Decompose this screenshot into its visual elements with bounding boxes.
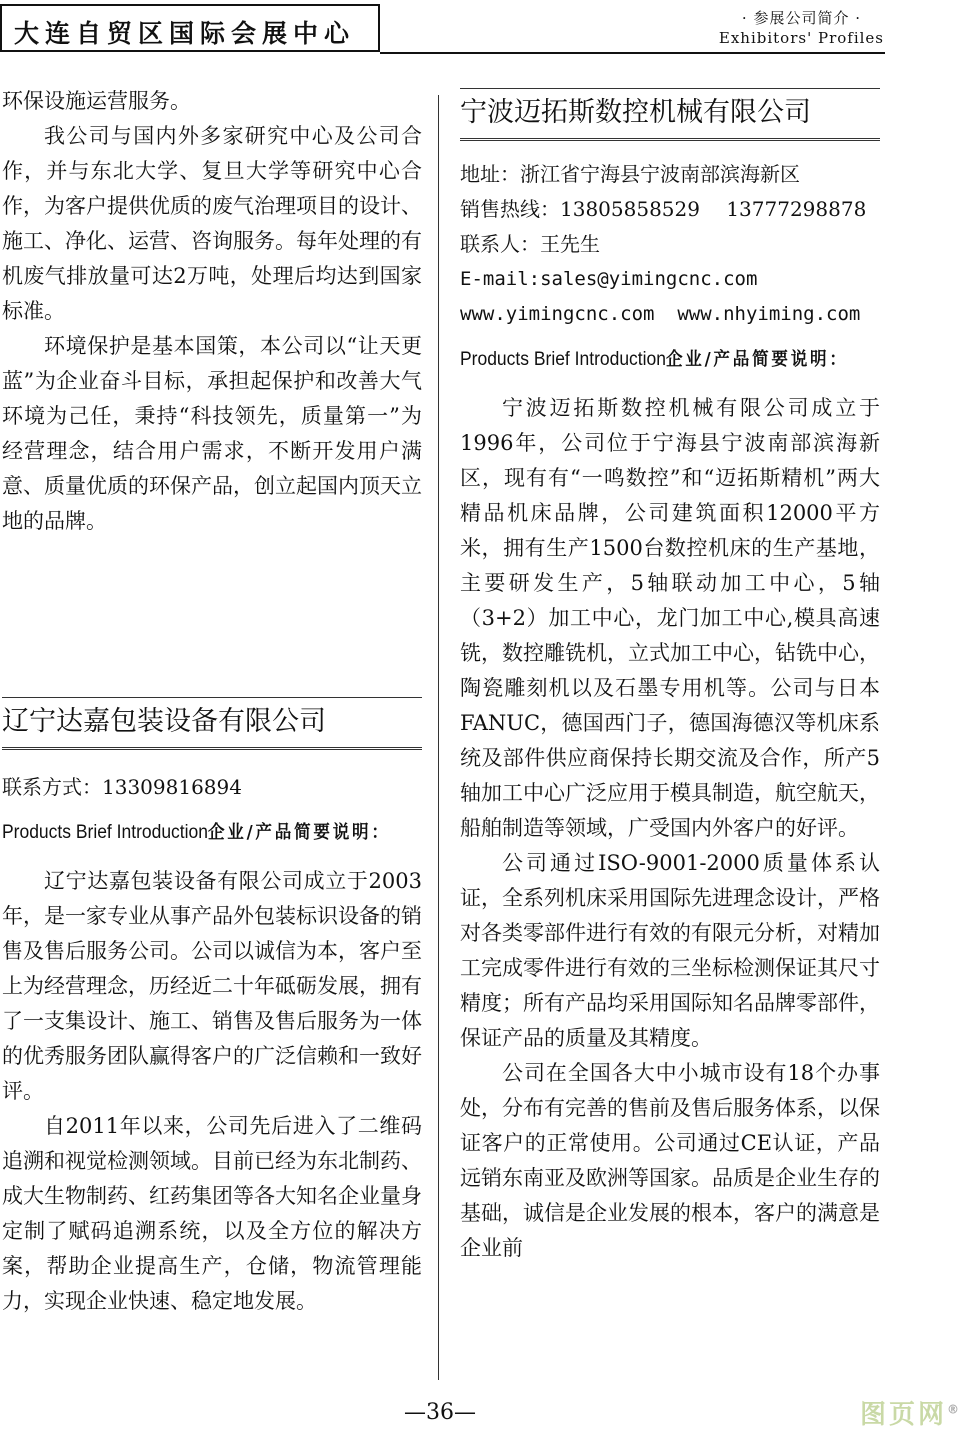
company-title-block: [460, 88, 880, 141]
company-paragraph-1: 宁波迈拓斯数控机械有限公司成立于1996年，公司位于宁海县宁波南部滨海新区，现有有“一鸣数控”和“迈拓斯精机”两大精品机床品牌，公司建筑面积12000平方米，拥有生产1500台数控机床的生产基地，主要研发生产，5轴联动加工中心，5轴（3+2）加工中心，龙门加工中心,模具高速铣，数控雕铣机，立式加工中心，钻铣中心，陶瓷雕刻机以及石墨专用机等。公司与日本FANUC，德国西门子，德国海德汉等机床系统及部件供应商保持长期交流及合作，所产5轴加工中心广泛应用于模具制造，航空航天，船舶制造等领域，广受国内外客户的好评。: [460, 396, 880, 840]
intro-paragraph-1: 环保设施运营服务。: [2, 89, 191, 113]
page-number: —36—: [404, 1400, 476, 1425]
company-name: 宁波迈拓斯数控机械有限公司: [460, 97, 811, 128]
exhibition-center-title: 大连自贸区国际会展中心: [14, 19, 356, 48]
intro-paragraph-2: 我公司与国内外多家研究中心及公司合作，并与东北大学、复旦大学等研究中心合作，为客户提供优质的废气治理项目的设计、施工、净化、运营、咨询服务。每年处理的有机废气排放量可达2万吨，处理后均达到国家标准。: [2, 124, 422, 323]
products-brief-cn: 企业/产品简要说明：: [665, 349, 849, 370]
company-name: 辽宁达嘉包装设备有限公司: [2, 706, 326, 737]
products-brief-heading: [2, 815, 391, 850]
products-brief-heading: [460, 342, 849, 377]
company-paragraph-3: 公司在全国各大中小城市设有18个办事处，分布有完善的售前及售后服务体系，以保证客户的正常使用。公司通过CE认证，产品远销东南亚及欧洲等国家。品质是企业生存的基础，诚信是企业发展的根本，客户的满意是企业前: [460, 1061, 880, 1260]
right-column: [460, 88, 880, 1266]
products-brief-en: Products Brief Introduction: [2, 822, 208, 843]
sales-hotline: 销售热线：13805858529 13777298878: [460, 197, 867, 221]
company-address: 地址：浙江省宁海县宁波南部滨海新区: [460, 162, 800, 186]
left-column: [2, 84, 422, 1319]
contact-phone: 联系方式：13309816894: [2, 775, 242, 799]
watermark-text: 图页网: [859, 1400, 947, 1430]
section-label-en: Exhibitors' Profiles: [718, 29, 884, 47]
section-label: [719, 8, 884, 48]
header-rule: [380, 52, 885, 54]
company-title-block: [2, 697, 422, 750]
company-websites[interactable]: www.yimingcnc.com www.nhyiming.com: [460, 303, 861, 325]
watermark-logo: [860, 1394, 962, 1431]
intro-paragraph-3: 环境保护是基本国策，本公司以“让天更蓝”为企业奋斗目标，承担起保护和改善大气环境为己任，秉持“科技领先，质量第一”为经营理念，结合用户需求，不断开发用户满意、质量优质的环保产品，创立起国内顶天立地的品牌。: [2, 334, 422, 533]
company-email[interactable]: E-mail:sales@yimingcnc.com: [460, 268, 758, 290]
company-paragraph-1: 辽宁达嘉包装设备有限公司成立于2003年，是一家专业从事产品外包装标识设备的销售及售后服务公司。公司以诚信为本，客户至上为经营理念，历经近二十年砥砺发展，拥有了一支集设计、施工、销售及售后服务为一体的优秀服务团队赢得客户的广泛信赖和一致好评。: [2, 869, 422, 1103]
contact-person: 联系人：王先生: [460, 232, 600, 256]
column-divider: [438, 95, 439, 1380]
company-paragraph-2: 自2011年以来，公司先后进入了二维码追溯和视觉检测领域。目前已经为东北制药、成大生物制药、红药集团等各大知名企业量身定制了赋码追溯系统，以及全方位的解决方案，帮助企业提高生产，仓储，物流管理能力，实现企业快速、稳定地发展。: [2, 1114, 422, 1313]
header-title-box: [0, 4, 380, 52]
section-label-cn: · 参展公司简介 ·: [741, 9, 861, 27]
products-brief-en: Products Brief Introduction: [460, 349, 666, 370]
products-brief-cn: 企业/产品简要说明：: [207, 822, 391, 843]
company-paragraph-2: 公司通过ISO-9001-2000质量体系认证，全系列机床采用国际先进理念设计，严格对各类零部件进行有效的有限元分析，对精加工完成零件进行有效的三坐标检测保证其尺寸精度；所有产品均采用国际知名品牌零部件，保证产品的质量及其精度。: [460, 851, 880, 1050]
registered-mark: ®: [947, 1402, 962, 1417]
